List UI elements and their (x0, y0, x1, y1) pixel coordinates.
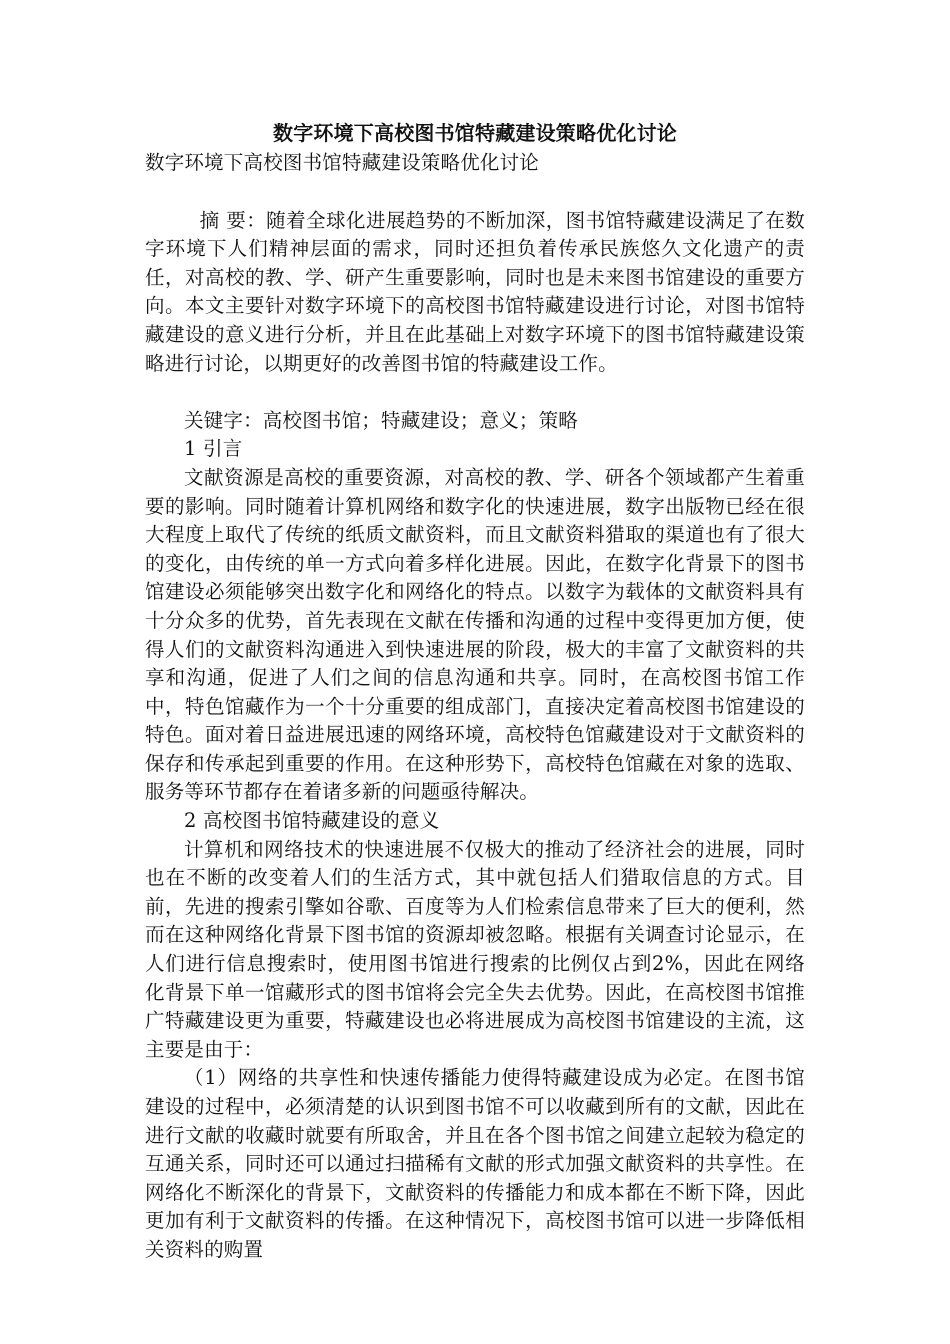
blank-line (145, 178, 805, 207)
blank-line (145, 378, 805, 407)
abstract-paragraph: 摘 要：随着全球化进展趋势的不断加深，图书馆特藏建设满足了在数字环境下人们精神层面的需求，同时还担负着传承民族悠久文化遗产的责任，对高校的教、学、研产生重要影响，同时也是未来图书馆建设的重要方向。本文主要针对数字环境下的高校图书馆特藏建设进行讨论，对图书馆特藏建设的意义进行分析，并且在此基础上对数字环境下的图书馆特藏建设策略进行讨论，以期更好的改善图书馆的特藏建设工作。 (145, 208, 805, 375)
introduction-paragraph: 文献资源是高校的重要资源，对高校的教、学、研各个领域都产生着重要的影响。同时随着计算机网络和数字化的快速进展，数字出版物已经在很大程度上取代了传统的纸质文献资料，而且文献资料猎取的渠道也有了很大的变化，由传统的单一方式向着多样化进展。因此，在数字化背景下的图书馆建设必须能够突出数字化和网络化的特点。以数字为载体的文献资料具有十分众多的优势，首先表现在文献在传播和沟通的过程中变得更加方便，使得人们的文献资料沟通进入到快速进展的阶段，极大的丰富了文献资料的共享和沟通，促进了人们之间的信息沟通和共享。同时，在高校图书馆工作中，特色馆藏作为一个十分重要的组成部门，直接决定着高校图书馆建设的特色。面对着日益进展迅速的网络环境，高校特色馆藏建设对于文献资料的保存和传承起到重要的作用。在这种形势下，高校特色馆藏在对象的选取、服务等环节都存在着诸多新的问题亟待解决。 (145, 465, 805, 804)
section-heading-significance: 2 高校图书馆特藏建设的意义 (184, 809, 440, 833)
document-body (145, 118, 805, 1265)
keywords-line: 关键字：高校图书馆；特藏建设；意义；策略 (184, 408, 579, 432)
document-title: 数字环境下高校图书馆特藏建设策略优化讨论 (273, 121, 677, 145)
point-one-paragraph: （1）网络的共享性和快速传播能力使得特藏建设成为必定。在图书馆建设的过程中，必须清楚的认识到图书馆不可以收藏到所有的文献，因此在进行文献的收藏时就要有所取舍，并且在各个图书馆之间建立起较为稳定的互通关系，同时还可以通过扫描稀有文献的形式加强文献资料的共享性。在网络化不断深化的背景下，文献资料的传播能力和成本都在不断下降，因此更加有利于文献资料的传播。在这种情况下，高校图书馆可以进一步降低相关资料的购置 (145, 1066, 805, 1261)
significance-paragraph: 计算机和网络技术的快速进展不仅极大的推动了经济社会的进展，同时也在不断的改变着人们的生活方式，其中就包括人们猎取信息的方式。目前，先进的搜索引擎如谷歌、百度等为人们检索信息带来了巨大的便利，然而在这种网络化背景下图书馆的资源却被忽略。根据有关调查讨论显示，在人们进行信息搜索时，使用图书馆进行搜索的比例仅占到2%，因此在网络化背景下单一馆藏形式的图书馆将会完全失去优势。因此，在高校图书馆推广特藏建设更为重要，特藏建设也必将进展成为高校图书馆建设的主流，这主要是由于： (145, 837, 805, 1061)
section-heading-introduction: 1 引言 (184, 437, 243, 461)
document-subtitle: 数字环境下高校图书馆特藏建设策略优化讨论 (145, 151, 540, 174)
